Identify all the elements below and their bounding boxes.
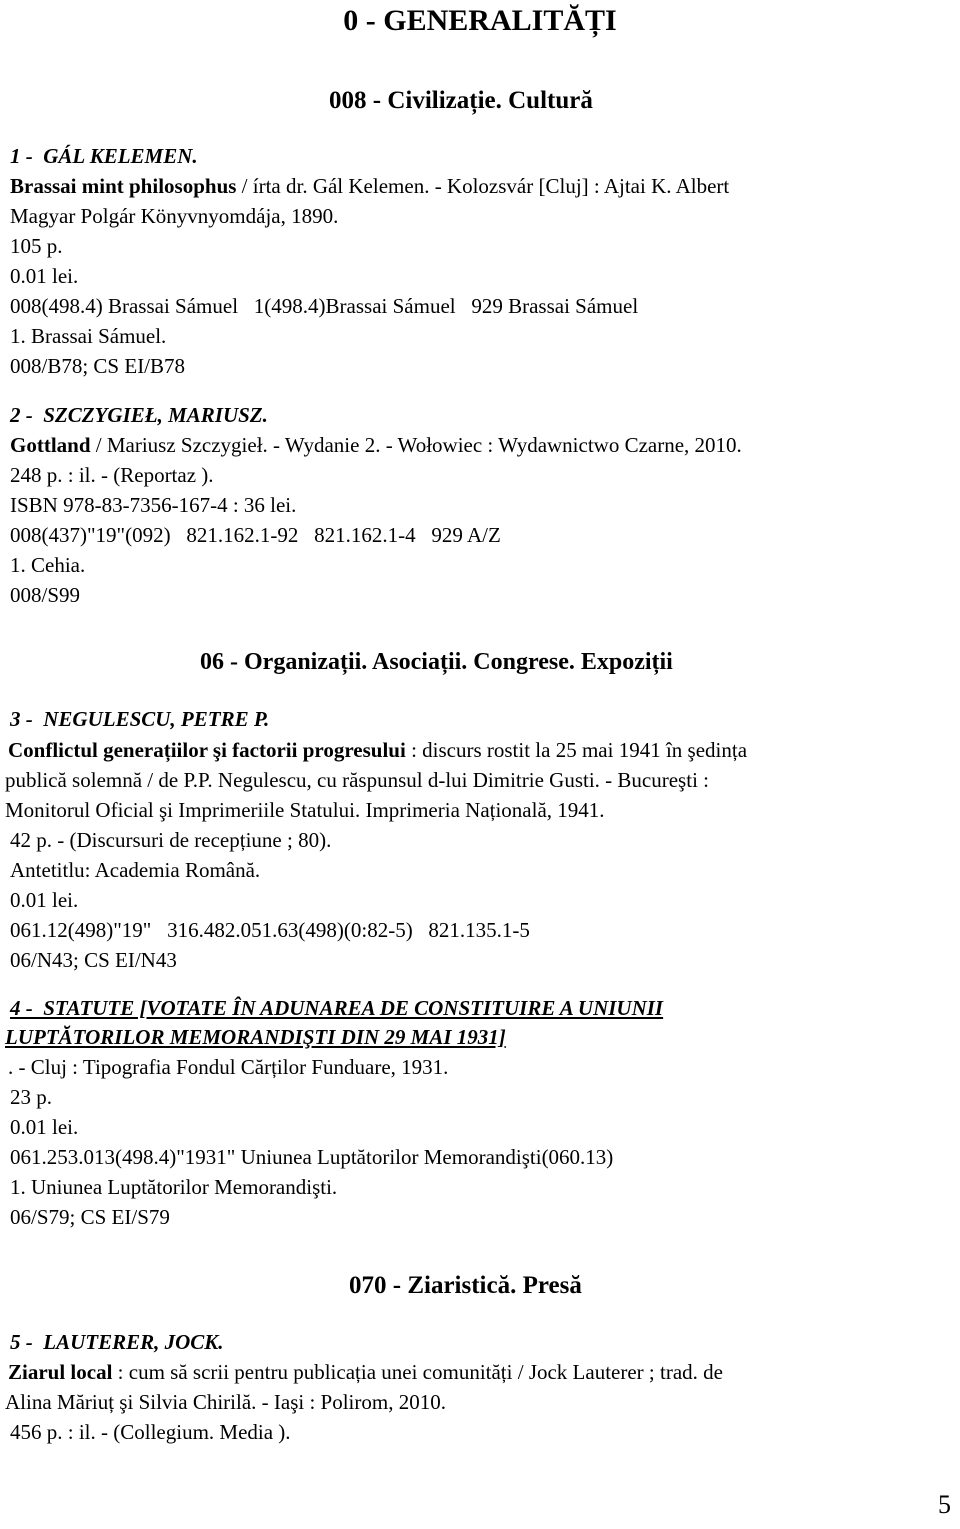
entry-title-line xyxy=(8,1362,723,1383)
entry-publication-cont: Monitorul Oficial şi Imprimeriile Statului. Imprimeria Națională, 1941. xyxy=(5,798,605,822)
entry-author: 4 - STATUTE [VOTATE ÎN ADUNAREA DE CONSTITUIRE A UNIUNII xyxy=(10,996,664,1020)
entry-pages: 42 p. - (Discursuri de recepțiune ; 80). xyxy=(10,828,332,852)
entry-title-line xyxy=(10,176,729,197)
entry-title: Brassai mint philosophus xyxy=(10,174,237,198)
section-heading-070: 070 - Ziaristică. Presă xyxy=(349,1272,582,1299)
entry-price: 0.01 lei. xyxy=(10,264,79,288)
section-heading-06: 06 - Organizații. Asociații. Congrese. Expoziții xyxy=(200,649,673,675)
entry-pages: 456 p. : il. - (Collegium. Media ). xyxy=(10,1420,291,1444)
page-number: 5 xyxy=(938,1490,951,1519)
entry-classification: 061.253.013(498.4)"1931" Uniunea Luptătorilor Memorandişti(060.13) xyxy=(10,1145,614,1169)
entry-subject: 1. Cehia. xyxy=(10,553,86,577)
entry-author-cont: LUPTĂTORILOR MEMORANDIŞTI DIN 29 MAI 1931] xyxy=(5,1025,506,1049)
entry-publication: : cum să scrii pentru publicația unei comunități / Jock Lauterer ; trad. de xyxy=(112,1360,723,1384)
entry-shelfmark: 06/N43; CS EI/N43 xyxy=(10,948,177,972)
entry-pages: 23 p. xyxy=(10,1085,52,1109)
entry-classification: 008(498.4) Brassai Sámuel 1(498.4)Brassai Sámuel 929 Brassai Sámuel xyxy=(10,294,639,318)
entry-publication-cont: Magyar Polgár Könyvnyomdája, 1890. xyxy=(10,204,339,228)
entry-title: Gottland xyxy=(10,433,91,457)
entry-subject: 1. Uniunea Luptătorilor Memorandişti. xyxy=(10,1175,338,1199)
entry-author: 5 - LAUTERER, JOCK. xyxy=(10,1330,224,1354)
entry-isbn: ISBN 978-83-7356-167-4 : 36 lei. xyxy=(10,493,297,517)
entry-title: Conflictul generațiilor şi factorii progresului xyxy=(8,738,406,762)
section-heading-008: 008 - Civilizație. Cultură xyxy=(329,87,593,114)
entry-publication: / írta dr. Gál Kelemen. - Kolozsvár [Cluj] : Ajtai K. Albert xyxy=(236,174,730,198)
entry-author: 3 - NEGULESCU, PETRE P. xyxy=(10,707,270,731)
entry-pages: 105 p. xyxy=(10,234,63,258)
entry-subject: 1. Brassai Sámuel. xyxy=(10,324,167,348)
entry-title: Ziarul local xyxy=(8,1360,113,1384)
entry-publication: / Mariusz Szczygieł. - Wydanie 2. - Wołowiec : Wydawnictwo Czarne, 2010. xyxy=(90,433,742,457)
entry-classification: 008(437)"19"(092) 821.162.1-92 821.162.1-4 929 A/Z xyxy=(10,523,501,547)
entry-publication: : discurs rostit la 25 mai 1941 în şedința xyxy=(405,738,748,762)
entry-shelfmark: 06/S79; CS EI/S79 xyxy=(10,1205,170,1229)
entry-author: 2 - SZCZYGIEŁ, MARIUSZ. xyxy=(10,403,268,427)
entry-author: 1 - GÁL KELEMEN. xyxy=(10,144,198,168)
entry-note: Antetitlu: Academia Română. xyxy=(10,858,261,882)
entry-classification: 061.12(498)"19" 316.482.051.63(498)(0:82-5) 821.135.1-5 xyxy=(10,918,530,942)
entry-shelfmark: 008/S99 xyxy=(10,583,81,607)
entry-price: 0.01 lei. xyxy=(10,1115,79,1139)
entry-shelfmark: 008/B78; CS EI/B78 xyxy=(10,354,186,378)
entry-publication: . - Cluj : Tipografia Fondul Cărților Funduare, 1931. xyxy=(8,1055,449,1079)
entry-title-line xyxy=(10,435,742,456)
entry-title-line xyxy=(8,740,747,761)
entry-pages: 248 p. : il. - (Reportaz ). xyxy=(10,463,214,487)
entry-publication-cont: Alina Măriuț şi Silvia Chirilă. - Iaşi : Polirom, 2010. xyxy=(5,1390,446,1414)
entry-publication-cont: publică solemnă / de P.P. Negulescu, cu răspunsul d-lui Dimitrie Gusti. - Bucureşti : xyxy=(5,768,709,792)
entry-price: 0.01 lei. xyxy=(10,888,79,912)
main-heading: 0 - GENERALITĂȚI xyxy=(343,4,617,37)
